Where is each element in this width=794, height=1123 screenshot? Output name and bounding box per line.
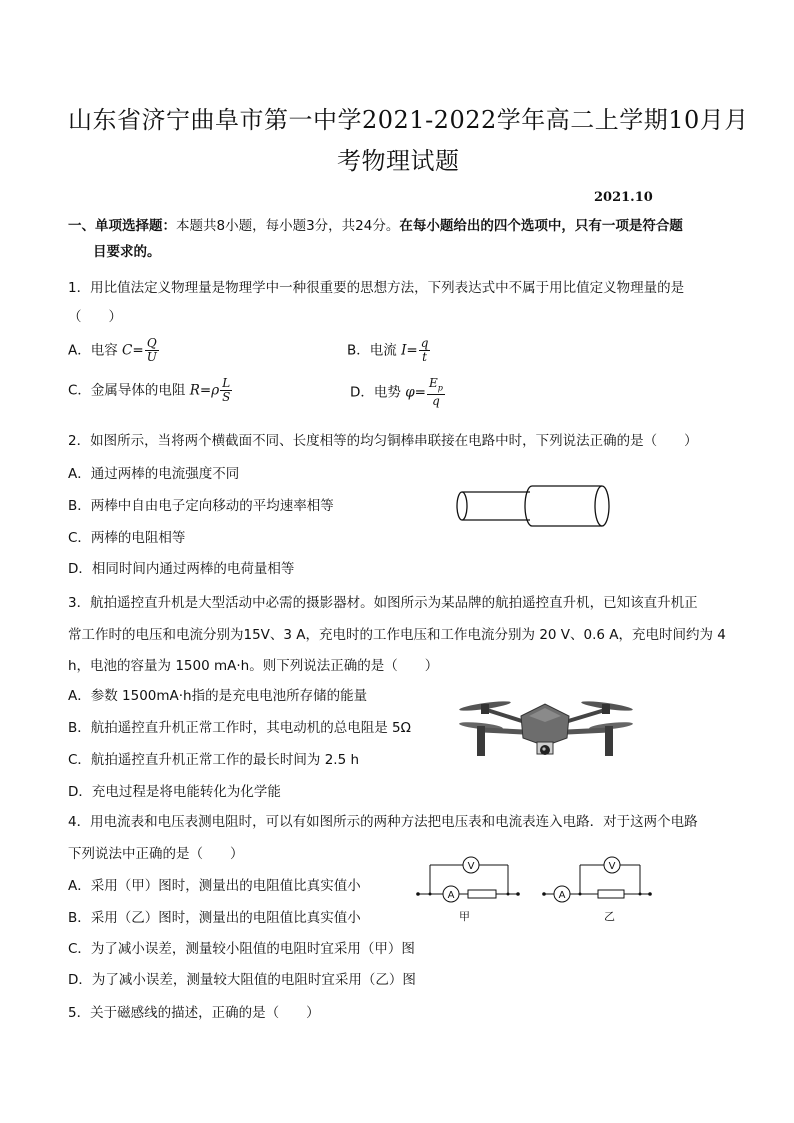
- circuit-yi-figure: [540, 850, 656, 928]
- q1-eq-b: =: [406, 342, 418, 359]
- q2-option-d: D．相同时间内通过两棒的电荷量相等: [68, 561, 295, 577]
- junction-dot: [507, 893, 510, 896]
- q1-option-d: [350, 377, 446, 408]
- drone-leg: [477, 726, 485, 756]
- q1-option-a-fraction: [145, 337, 159, 364]
- q1-stem-line1: 1．用比值法定义物理量是物理学中一种很重要的思想方法，下列表达式中不属于用比值定义物理量的是: [68, 280, 685, 296]
- ammeter-label: A: [558, 890, 566, 901]
- q3-option-c: C．航拍遥控直升机正常工作的最长时间为 2.5 h: [68, 752, 360, 768]
- terminal-dot: [542, 892, 546, 896]
- terminal-dot: [648, 892, 652, 896]
- q4-stem-line1: 4．用电流表和电压表测电阻时，可以有如图所示的两种方法把电压表和电流表连入电路．对于这两个电路: [68, 814, 698, 830]
- q1-option-d-label: D．电势: [350, 384, 401, 401]
- q1-eq-c: =: [199, 382, 212, 399]
- q1-option-a-den: U: [146, 350, 157, 364]
- drone-arm: [565, 710, 605, 722]
- drone-motor: [602, 704, 610, 714]
- camera-lens-highlight: [542, 747, 545, 750]
- q1-option-c-fraction: [220, 377, 232, 404]
- q5-stem: 5．关于磁感线的描述，正确的是（ ）: [68, 1005, 320, 1021]
- copper-rods-figure: [452, 480, 612, 530]
- terminal-dot: [516, 892, 520, 896]
- section-heading-part-a: 一、单项选择题：: [68, 218, 176, 234]
- q4-option-c: C．为了减小误差，测量较小阻值的电阻时宜采用（甲）图: [68, 941, 415, 957]
- page-title-line1: 山东省济宁曲阜市第一中学2021-2022学年高二上学期10月月: [68, 106, 749, 134]
- q3-stem-line3: h，电池的容量为 1500 mA·h。则下列说法正确的是（ ）: [68, 658, 439, 674]
- q2-option-a: A．通过两棒的电流强度不同: [68, 466, 240, 482]
- section-heading-part-c: 在每小题给出的四个选项中，只有一项是符合题: [399, 218, 683, 234]
- q1-option-b-label: B．电流: [347, 342, 397, 359]
- drone-motor: [481, 704, 489, 714]
- q1-option-c-lhs: R: [189, 382, 200, 399]
- voltmeter-label: V: [608, 861, 616, 872]
- drone-leg: [605, 726, 613, 756]
- q4-stem-line2: 下列说法中正确的是（ ）: [68, 846, 244, 862]
- q2-option-c: C．两棒的电阻相等: [68, 530, 186, 546]
- circuit-yi-label: 乙: [604, 910, 615, 923]
- section-heading: [68, 214, 683, 234]
- q1-option-c-den: S: [222, 390, 231, 404]
- q1-option-c: [68, 377, 233, 404]
- drone-arm: [567, 730, 609, 732]
- q1-option-c-rho: ρ: [211, 382, 220, 399]
- junction-dot: [429, 893, 432, 896]
- q1-option-b: [347, 337, 431, 364]
- page-title-line2: 考物理试题: [337, 147, 460, 175]
- q1-option-a-label: A．电容: [68, 342, 118, 359]
- q1-option-d-den: q: [432, 394, 440, 409]
- q4-option-d: D．为了减小误差，测量较大阻值的电阻时宜采用（乙）图: [68, 972, 416, 988]
- thick-rod-right-end: [595, 486, 609, 526]
- q2-option-b: B．两棒中自由电子定向移动的平均速率相等: [68, 498, 334, 514]
- q1-option-d-num-main: E: [428, 376, 438, 390]
- q1-option-a-num: Q: [145, 337, 159, 351]
- q1-eq-d: =: [414, 384, 426, 401]
- drone-arm: [483, 730, 523, 732]
- section-heading-part-d: 目要求的。: [93, 244, 161, 260]
- q4-option-a: A．采用（甲）图时，测量出的电阻值比真实值小: [68, 878, 361, 894]
- exam-date: 2021.10: [594, 190, 653, 205]
- q3-option-a: A．参数 1500mA·h指的是充电电池所存储的能量: [68, 688, 368, 704]
- q3-stem-line1: 3．航拍遥控直升机是大型活动中必需的摄影器材。如图所示为某品牌的航拍遥控直升机，已知该直升机正: [68, 595, 698, 611]
- drone-arm: [487, 710, 525, 722]
- q1-option-d-fraction: [427, 377, 445, 408]
- q1-option-a-lhs: C: [122, 342, 133, 359]
- q1-option-d-lhs: φ: [405, 384, 415, 401]
- q1-eq-a: =: [132, 342, 144, 359]
- q3-stem-line2: 常工作时的电压和电流分别为15V、3 A，充电时的工作电压和工作电流分别为 20 V、0.6 A，充电时间约为 4: [68, 627, 726, 643]
- q3-option-d: D．充电过程是将电能转化为化学能: [68, 784, 281, 800]
- q2-stem: 2．如图所示，当将两个横截面不同、长度相等的均匀铜棒串联接在电路中时，下列说法正确的是（ ）: [68, 433, 698, 449]
- terminal-dot: [416, 892, 420, 896]
- q4-option-b: B．采用（乙）图时，测量出的电阻值比真实值小: [68, 910, 361, 926]
- q1-stem-line2: （ ）: [68, 309, 122, 325]
- q1-option-b-den: t: [422, 350, 427, 364]
- q3-option-b: B．航拍遥控直升机正常工作时，其电动机的总电阻是 5Ω: [68, 720, 411, 736]
- thin-rod-end: [457, 492, 467, 520]
- ammeter-label: A: [447, 890, 455, 901]
- drone-photo: [455, 686, 635, 772]
- section-heading-part-b: 本题共8小题，每小题3分，共24分。: [176, 218, 400, 234]
- circuit-jia-label: 甲: [459, 910, 470, 923]
- q1-option-c-num: L: [220, 377, 232, 391]
- q1-option-d-num: [427, 377, 445, 395]
- resistor-icon: [468, 890, 496, 898]
- q1-option-b-fraction: [419, 337, 431, 364]
- q1-option-a: [68, 337, 160, 364]
- q1-option-d-num-sub: p: [437, 383, 443, 393]
- resistor-icon: [598, 890, 624, 898]
- section-heading-cont: [93, 240, 161, 260]
- junction-dot: [639, 893, 642, 896]
- q1-option-c-label: C．金属导体的电阻: [68, 382, 186, 399]
- junction-dot: [579, 893, 582, 896]
- circuit-jia-figure: [412, 850, 528, 928]
- q1-option-b-lhs: I: [401, 342, 407, 359]
- voltmeter-label: V: [467, 861, 475, 872]
- q1-option-b-num: q: [420, 336, 429, 350]
